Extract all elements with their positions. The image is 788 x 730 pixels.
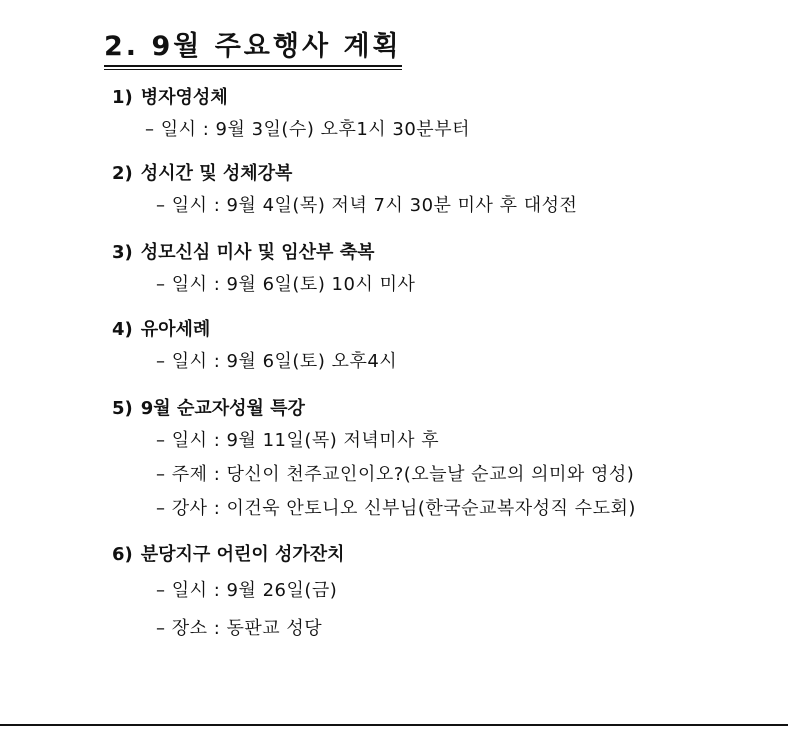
event-number: 1) [112,87,133,108]
event-detail-topic: – 주제 : 당신이 천주교인이오?(오늘날 순교의 의미와 영성) [156,464,635,485]
event-title: 9월 순교자성월 특강 [140,398,305,419]
event-heading [112,543,345,567]
event-section-1 [112,86,470,142]
event-number: 5) [112,398,133,419]
event-heading [112,86,470,110]
event-title: 성시간 및 성체강복 [140,163,293,184]
event-detail-place: – 장소 : 동판교 성당 [156,618,323,639]
event-title: 성모신심 미사 및 임산부 축복 [140,242,375,263]
event-section-4 [112,318,397,374]
event-heading [112,318,397,342]
event-section-5 [112,397,636,521]
event-heading [112,162,577,186]
event-detail-speaker: – 강사 : 이건욱 안토니오 신부님(한국순교복자성직 수도회) [156,498,636,519]
event-heading [112,397,636,421]
event-number: 3) [112,242,133,263]
event-detail-date: – 일시 : 9월 3일(수) 오후1시 30분부터 [145,119,470,140]
page-title-block [104,30,402,70]
event-number: 6) [112,544,133,565]
event-title: 유아세례 [140,319,211,340]
event-section-2 [112,162,577,218]
event-title: 병자영성체 [140,87,228,108]
event-number: 2) [112,163,133,184]
page-title: 2. 9월 주요행사 계획 [104,31,402,62]
event-section-3 [112,241,415,297]
event-heading [112,241,415,265]
event-detail-date: – 일시 : 9월 6일(토) 오후4시 [156,351,398,372]
bottom-divider [0,724,788,726]
event-section-6 [112,543,345,641]
event-detail-date: – 일시 : 9월 26일(금) [156,580,338,601]
title-underline [104,65,402,67]
event-detail-date: – 일시 : 9월 4일(목) 저녁 7시 30분 미사 후 대성전 [156,195,578,216]
event-title: 분당지구 어린이 성가잔치 [140,544,345,565]
title-underline-thin [104,69,402,70]
event-detail-date: – 일시 : 9월 6일(토) 10시 미사 [156,274,416,295]
event-detail-date: – 일시 : 9월 11일(목) 저녁미사 후 [156,430,440,451]
event-number: 4) [112,319,133,340]
